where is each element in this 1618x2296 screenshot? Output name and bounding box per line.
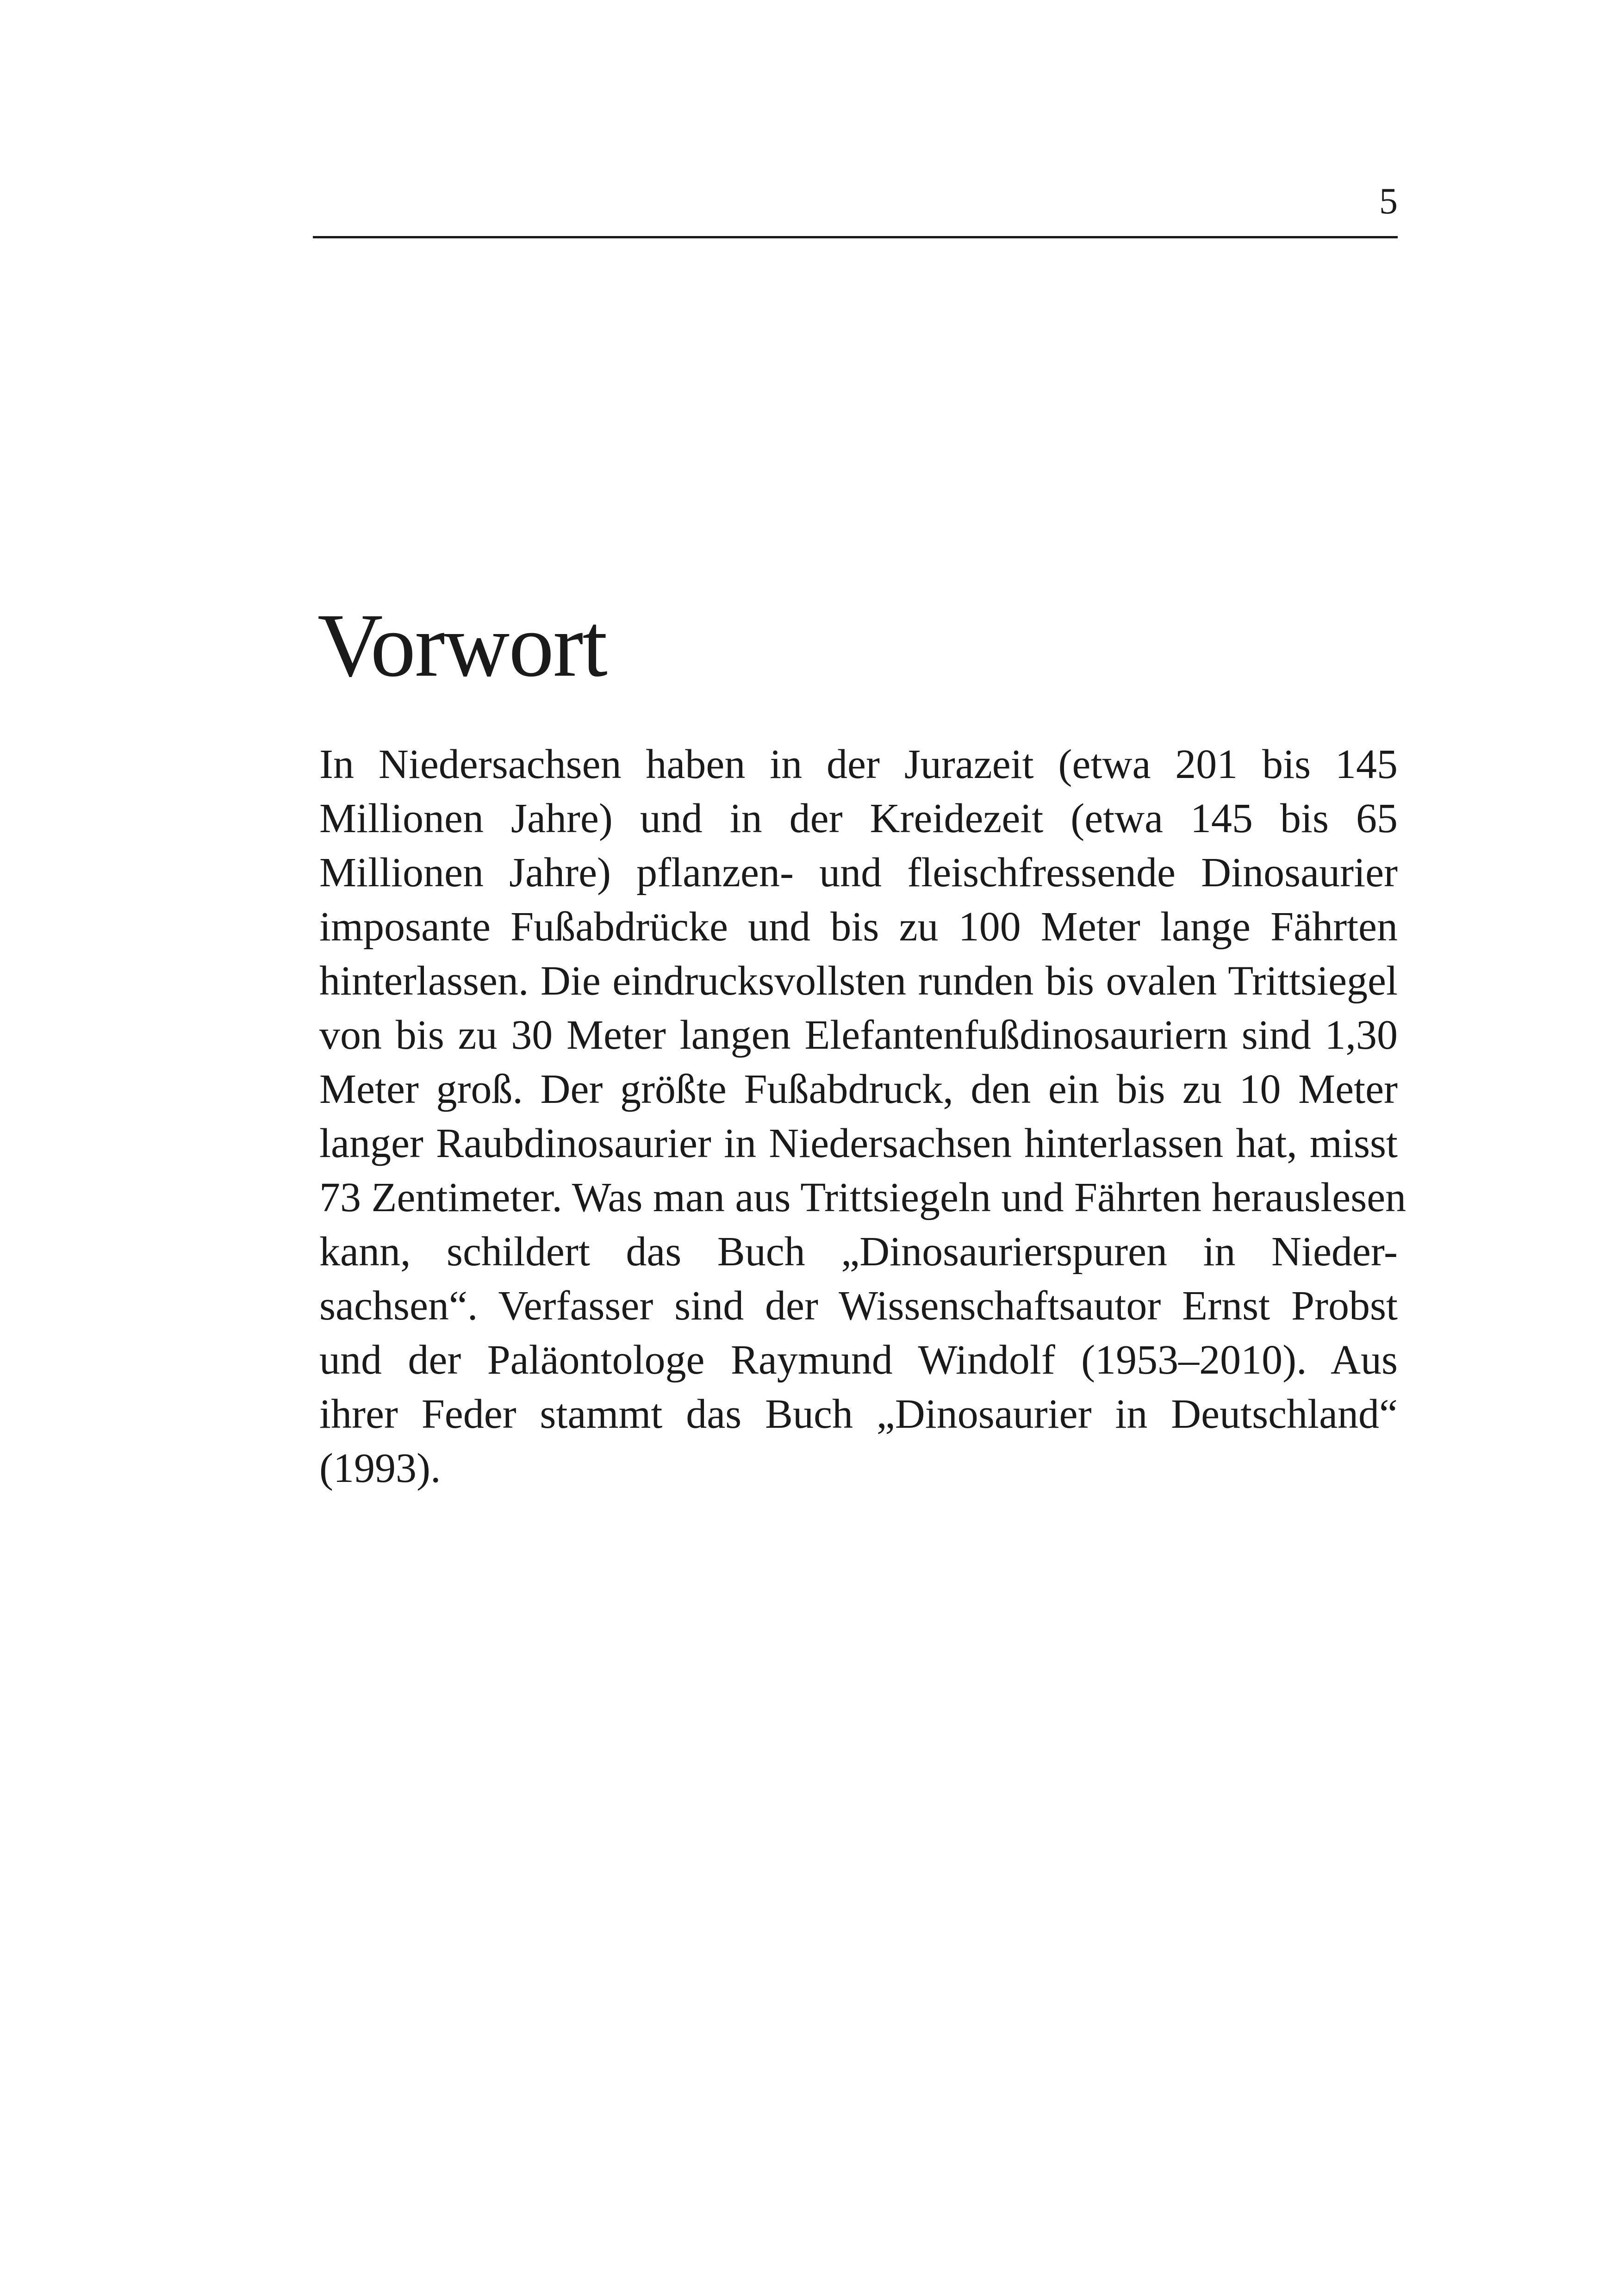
body-text [319,737,1406,1495]
text-line: und der Paläontologe Raymund Windolf (1953–2010). Aus [319,1337,1398,1383]
header-rule [313,236,1398,238]
page-number: 5 [1379,181,1398,222]
text-line: langer Raubdinosaurier in Niedersachsen hinterlassen hat, misst [319,1120,1398,1166]
text-line: (1993). [319,1445,441,1491]
text-line: kann, schildert das Buch „Dinosaurierspuren in Nieder- [319,1229,1398,1275]
text-line: imposante Fußabdrücke und bis zu 100 Meter lange Fährten [319,904,1398,950]
text-line: Millionen Jahre) pflanzen- und fleischfressende Dinosaurier [319,850,1398,896]
text-line: ihrer Feder stammt das Buch „Dinosaurier in Deutschland“ [319,1391,1398,1437]
text-line: In Niedersachsen haben in der Jurazeit (etwa 201 bis 145 [319,741,1398,787]
chapter-title: Vorwort [317,595,607,696]
text-line: sachsen“. Verfasser sind der Wissenschaftsautor Ernst Probst [319,1283,1398,1329]
text-line: von bis zu 30 Meter langen Elefantenfußdinosauriern sind 1,30 [319,1012,1398,1058]
text-line: hinterlassen. Die eindrucksvollsten runden bis ovalen Trittsiegel [319,958,1398,1004]
text-line: Millionen Jahre) und in der Kreidezeit (etwa 145 bis 65 [319,796,1398,841]
text-line: Meter groß. Der größte Fußabdruck, den ein bis zu 10 Meter [319,1066,1398,1112]
text-line: 73 Zentimeter. Was man aus Trittsiegeln und Fährten herauslesen [319,1175,1406,1220]
